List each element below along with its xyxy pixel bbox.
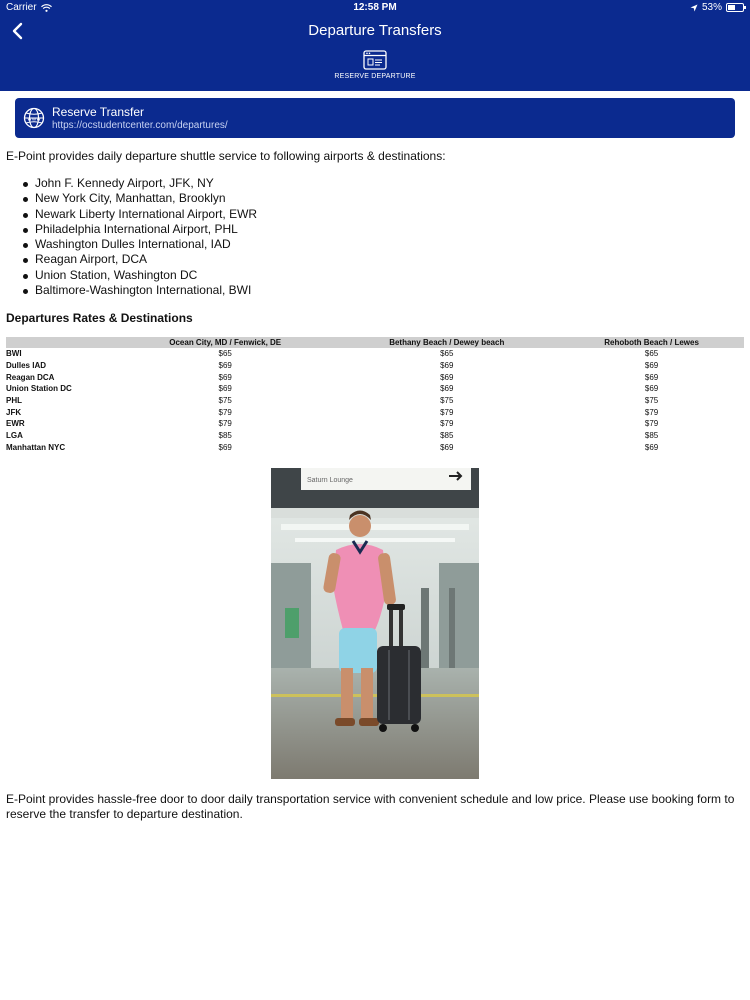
airport-list-item: Newark Liberty International Airport, EWR [35, 207, 735, 222]
airport-list [35, 176, 735, 298]
rate-price: $69 [440, 361, 454, 371]
rate-price: $69 [644, 361, 659, 371]
reserve-departure-label: RESERVE DEPARTURE [334, 73, 416, 80]
intro-text: E-Point provides daily departure shuttle service to following airports & destinations: [6, 149, 446, 163]
rate-destination: LGA [6, 431, 23, 441]
rates-row [6, 371, 744, 383]
link-url: https://ocstudentcenter.com/departures/ [52, 120, 228, 131]
status-bar [0, 0, 750, 16]
airport-list-item: Baltimore-Washington International, BWI [35, 283, 735, 298]
rate-price: $69 [440, 372, 454, 382]
rate-price: $69 [644, 372, 659, 382]
rate-price: $85 [644, 431, 659, 441]
rate-price: $79 [218, 407, 232, 417]
rate-price: $75 [440, 396, 454, 406]
rate-price: $69 [218, 442, 232, 452]
clock: 12:58 PM [353, 2, 397, 13]
rate-price: $79 [440, 419, 454, 429]
rate-destination: Union Station DC [6, 384, 72, 394]
airport-list-item: John F. Kennedy Airport, JFK, NY [35, 176, 735, 191]
rates-heading: Departures Rates & Destinations [6, 311, 193, 325]
rate-price: $69 [218, 384, 232, 394]
airport-list-item: Washington Dulles International, IAD [35, 237, 735, 252]
traveler-illustration [271, 468, 479, 779]
rates-row [6, 442, 744, 454]
rate-price: $75 [644, 396, 659, 406]
page-title: Departure Transfers [308, 22, 442, 39]
location-arrow-icon [690, 4, 698, 12]
rates-column-destination [6, 337, 116, 348]
lounge-sign-text: Saturn Lounge [307, 477, 353, 484]
rates-row [6, 383, 744, 395]
rates-row [6, 430, 744, 442]
airport-list-item: Reagan Airport, DCA [35, 252, 735, 267]
rate-destination: EWR [6, 419, 25, 429]
battery-icon [726, 3, 744, 12]
rate-price: $79 [218, 419, 232, 429]
rate-destination: Dulles IAD [6, 361, 47, 371]
rate-price: $79 [644, 407, 659, 417]
rate-destination: Manhattan NYC [6, 442, 66, 452]
link-title: Reserve Transfer [52, 105, 145, 119]
rate-price: $69 [218, 361, 232, 371]
rate-price: $85 [440, 431, 454, 441]
rates-column-header: Rehoboth Beach / Lewes [559, 337, 744, 348]
rates-table [6, 337, 744, 453]
rates-row [6, 395, 744, 407]
rates-row [6, 406, 744, 418]
rates-column-header: Ocean City, MD / Fenwick, DE [116, 337, 334, 348]
rate-price: $69 [440, 384, 454, 394]
rate-destination: PHL [6, 396, 22, 406]
reserve-departure-button[interactable] [325, 50, 425, 88]
rate-price: $69 [644, 442, 659, 452]
rate-price: $69 [440, 442, 454, 452]
rates-row [6, 348, 744, 360]
rates-row [6, 360, 744, 372]
rate-price: $65 [440, 349, 454, 359]
app-header [0, 0, 750, 91]
rate-price: $75 [218, 396, 232, 406]
rate-destination: BWI [6, 349, 22, 359]
rates-column-header: Bethany Beach / Dewey beach [334, 337, 559, 348]
battery-percent: 53% [701, 2, 722, 13]
rate-price: $85 [218, 431, 232, 441]
rate-price: $69 [644, 384, 659, 394]
svg-text:www: www [27, 116, 41, 123]
rate-price: $79 [440, 407, 454, 417]
browser-window-icon [363, 50, 387, 70]
airport-list-item: Union Station, Washington DC [35, 268, 735, 283]
globe-icon [23, 107, 45, 129]
carrier-label: Carrier [6, 2, 37, 13]
rate-destination: JFK [6, 407, 22, 417]
airport-list-item: New York City, Manhattan, Brooklyn [35, 191, 735, 206]
rate-price: $65 [218, 349, 232, 359]
rate-price: $65 [644, 349, 659, 359]
rate-destination: Reagan DCA [6, 372, 55, 382]
airport-list-item: Philadelphia International Airport, PHL [35, 222, 735, 237]
rate-price: $79 [644, 419, 659, 429]
rate-price: $69 [218, 372, 232, 382]
traveler-photo [271, 468, 479, 779]
rates-row [6, 418, 744, 430]
battery-level-fill [728, 5, 735, 10]
rates-header-row [6, 337, 744, 348]
outro-text: E-Point provides hassle-free door to door daily transportation service with convenient schedule and low price. Please use booking form to reserve the transfer to departure destination. [6, 792, 735, 821]
rates-body [6, 348, 744, 453]
reserve-transfer-link[interactable] [15, 98, 735, 138]
